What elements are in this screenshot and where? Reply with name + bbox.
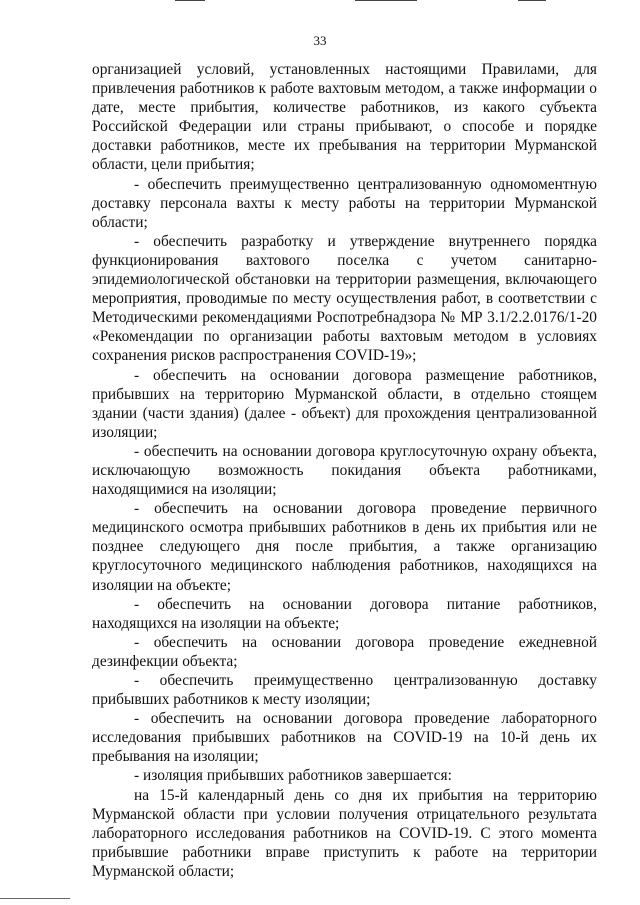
list-item-isolation-end: - изоляция прибывших работников завершается: (134, 767, 452, 785)
list-item-delivery-to-isolation: - обеспечить преимущественно централизованную доставку прибывших работников к месту изоляции; (92, 672, 597, 709)
list-item-medical-exam: - обеспечить на основании договора проведение первичного медицинского осмотра прибывших работников в день их прибытия или не позднее следующего дня после прибытия, а также организацию круглосуточного медицинского наблюдения работников, находящихся на изоляции на объекте; (92, 500, 597, 594)
document-body (92, 60, 597, 881)
list-item-accommodation: - обеспечить на основании договора размещение работников, прибывших на территорию Мурманской области, в отдельно стоящем здании (части здания) (далее - объект) для прохождения централизованной изоляции; (92, 366, 597, 441)
top-rule-right (518, 0, 546, 1)
list-item-meals: - обеспечить на основании договора питание работников, находящихся на изоляции на объекте; (92, 595, 597, 632)
list-item-internal-procedure: - обеспечить разработку и утверждение внутреннего порядка функционирования вахтового поселка с учетом санитарно-эпидемиологической обстановки на территории размещения, включающего мероприятия, проводимые по месту осуществления работ, в соответствии с Методическими рекомендациями Роспотребнадзора № МР 3.1/2.2.0176/1-20 «Рекомендации по организации работы вахтовым методом в условиях сохранения рисков распространения COVID-19»; (92, 232, 597, 365)
list-item-security: - обеспечить на основании договора круглосуточную охрану объекта, исключающую возможность покидания объекта работниками, находящимися на изоляции; (92, 442, 597, 499)
list-item-lab-test: - обеспечить на основании договора проведение лабораторного исследования прибывших работников на COVID-19 на 10-й день их пребывания на изоляции; (92, 710, 597, 766)
top-rule-left (175, 0, 205, 1)
top-rule-center (355, 0, 417, 1)
bottom-rule (0, 898, 70, 899)
paragraph-continuation: организацией условий, установленных настоящими Правилами, для привлечения работников к работе вахтовым методом, а также информации о дате, месте прибытия, количестве работников, из какого субъекта Российской Федерации или страны прибывают, о способе и порядке доставки работников, месте их пребывания на территории Мурманской области, цели прибытия; (92, 61, 597, 174)
page-number: 33 (313, 33, 327, 48)
list-item-centralized-delivery: - обеспечить преимущественно централизованную одномоментную доставку персонала вахты к месту работы на территории Мурманской области; (92, 175, 597, 231)
list-item-disinfection: - обеспечить на основании договора проведение ежедневной дезинфекции объекта; (92, 633, 597, 670)
paragraph-isolation-condition: на 15-й календарный день со дня их прибытия на территорию Мурманской области при условии получения отрицательного результата лабораторного исследования работников на COVID-19. С этого момента прибывшие работники вправе приступить к работе на территории Мурманской области; (92, 786, 597, 880)
